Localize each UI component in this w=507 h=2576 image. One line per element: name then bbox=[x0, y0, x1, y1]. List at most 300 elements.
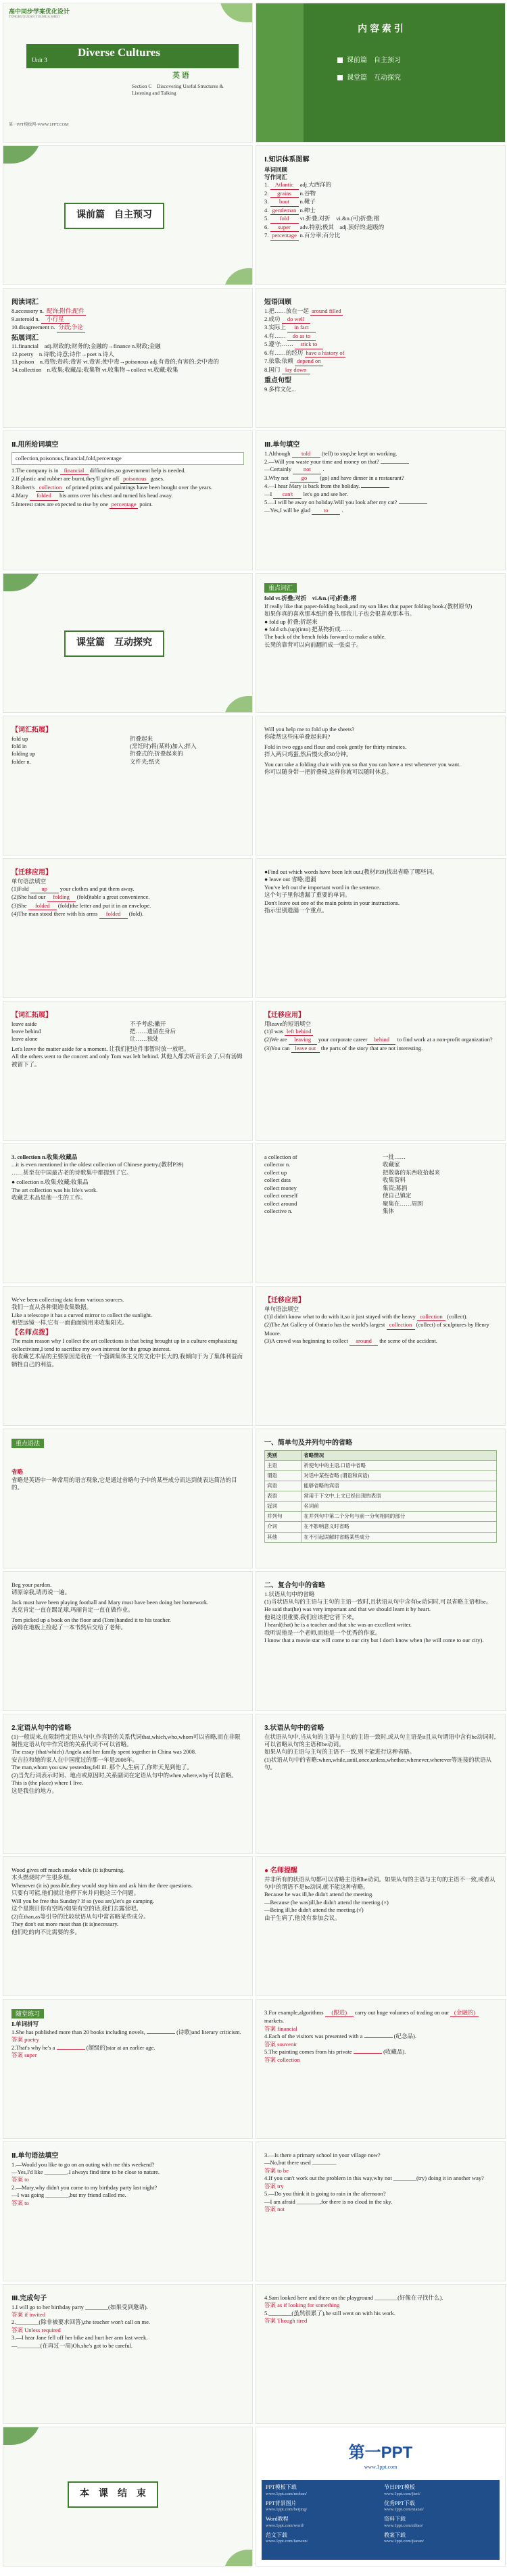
cover-title: Diverse Cultures bbox=[78, 46, 160, 59]
item-pre: 3.Robert's bbox=[11, 483, 37, 491]
item-post: (纪念品). bbox=[392, 2033, 416, 2040]
phrase-item bbox=[264, 307, 497, 316]
section-heading: Ⅱ.单句语法填空 bbox=[11, 2152, 59, 2160]
phrase-row bbox=[264, 1192, 497, 1199]
bullet-item: Don't leave out one of the main points in your instructions. bbox=[264, 899, 400, 906]
example-text: Let's leave the matter aside for a moment. 让我们把这件事暂时放一放吧。 bbox=[11, 1045, 190, 1052]
point-slide-6[interactable] bbox=[256, 1143, 506, 1283]
bullet-list bbox=[264, 618, 497, 649]
table-cell: 冠词 bbox=[265, 1502, 301, 1512]
item-post: your clothes and put them away. bbox=[58, 885, 135, 892]
phrase-en: leave behind bbox=[11, 1027, 41, 1035]
example-cn: 我们一直从各种渠道收集数据。 bbox=[11, 1304, 93, 1311]
answer-blank: have a history of bbox=[305, 349, 346, 357]
ext-item: 11.financial adj.财政的;财务的;金融的→finance n.财政;金融 bbox=[11, 343, 161, 350]
link-title: PPT背景图片 bbox=[266, 2500, 297, 2506]
link-item[interactable] bbox=[266, 2500, 377, 2514]
text-item: 这是我住的地方。 bbox=[11, 1787, 58, 1794]
fill-item bbox=[264, 1045, 497, 1053]
link-item[interactable] bbox=[384, 2500, 496, 2514]
end-title bbox=[68, 2481, 158, 2508]
example-en: We've been collecting data from various sources. bbox=[11, 1296, 124, 1303]
table-cell: 介词 bbox=[265, 1522, 301, 1532]
bullet-item: ● leave out 省略;遗漏 bbox=[264, 876, 316, 883]
section-heading: 短语回顾 bbox=[264, 299, 291, 306]
cover-slide[interactable] bbox=[3, 3, 253, 143]
text-item: (1)当状语从句的主语与主句的主语一致时,且状语从句中含有be动词时,可以省略主语和be。 bbox=[264, 1597, 492, 1605]
phrase-en: collect data bbox=[264, 1176, 291, 1184]
answer-blank: percentage bbox=[270, 232, 299, 240]
item-post: (收藏品). bbox=[381, 2048, 406, 2056]
bullet-item: You've left out the important word in the sentence. bbox=[264, 883, 381, 891]
slide-content bbox=[264, 1011, 497, 1135]
exercise-slide-3[interactable] bbox=[3, 2141, 253, 2281]
slide-content bbox=[11, 726, 244, 849]
slide-content bbox=[264, 1154, 497, 1277]
point-slide-7[interactable] bbox=[3, 1286, 253, 1426]
example-en: You can take a folding chair with you so that you can have a rest whenever you want. bbox=[264, 760, 461, 768]
unit-label: Unit 3 bbox=[32, 57, 47, 64]
fill-item bbox=[11, 467, 244, 475]
text-list bbox=[264, 1733, 497, 1772]
fill-item bbox=[11, 2052, 244, 2059]
link-url: www.1ppt.com/jiaoan/ bbox=[384, 2539, 425, 2544]
link-item[interactable] bbox=[384, 2532, 496, 2546]
link-item[interactable] bbox=[384, 2516, 496, 2529]
fill-item bbox=[264, 474, 497, 482]
phrase-table bbox=[264, 1154, 497, 1216]
item-meaning: n.谷物 bbox=[298, 189, 316, 197]
item-pre: 2.That's why he's a bbox=[11, 2044, 57, 2051]
point-slide-5[interactable] bbox=[3, 1143, 253, 1283]
link-title: 优秀PPT下载 bbox=[384, 2500, 415, 2506]
grammar-slide-7[interactable] bbox=[256, 1856, 506, 1996]
answer-blank: (金融的) bbox=[450, 2009, 479, 2017]
item-post: (collect) of sculptures by Henry Moore. bbox=[264, 1321, 489, 1337]
slide-content bbox=[264, 2152, 497, 2275]
answer-blank: told bbox=[292, 450, 320, 458]
fill-item bbox=[264, 499, 497, 506]
phrase-row bbox=[264, 1154, 497, 1161]
answer-blank: 配饰;附件;配件 bbox=[45, 307, 86, 316]
fill-item bbox=[11, 910, 244, 918]
table-cell: 名词前 bbox=[301, 1502, 497, 1512]
logo-slide[interactable] bbox=[256, 2427, 506, 2567]
point-title: 3. collection n.收集;收藏品 bbox=[11, 1154, 78, 1160]
bullet-item: 指示里别遗漏一个重点。 bbox=[264, 907, 328, 914]
fill-item bbox=[11, 484, 244, 492]
text-item: 3.—I hear Jane fell off her bike and hurt her arm last week. bbox=[11, 2334, 148, 2342]
item-post: carry out huge volumes of trading on our bbox=[353, 2009, 451, 2016]
ext-item: 14.collection n.收集;收藏品;收集物 vt.收集物→collect vt.收藏;收集 bbox=[11, 366, 178, 373]
bullet-item: The back of the bench folds forward to make a table. bbox=[264, 633, 386, 641]
section-heading: 重点句型 bbox=[264, 377, 291, 385]
phrase-en: fold in bbox=[11, 742, 27, 749]
leaf-decoration bbox=[3, 145, 41, 164]
item-pre: 2.If plastic and rubber are burnt,they'll give off bbox=[11, 475, 121, 482]
text-item: —Yes,I'd like ________.I always find time to be close to nature. bbox=[11, 2168, 160, 2175]
item-number: 2. bbox=[264, 189, 270, 197]
item-post: markets. bbox=[264, 2017, 285, 2025]
slide-content bbox=[11, 1011, 244, 1135]
link-title: 节日PPT模板 bbox=[384, 2484, 415, 2490]
link-item[interactable] bbox=[266, 2532, 377, 2546]
link-item[interactable] bbox=[266, 2516, 377, 2529]
example-cn: 木头燃烧时产生很多烟。 bbox=[11, 1874, 75, 1881]
phrase-cn: 把……遗留在身后 bbox=[130, 1027, 176, 1035]
phrase-item bbox=[264, 349, 497, 357]
item-pre: (2)We are bbox=[264, 1036, 289, 1043]
fill-item bbox=[264, 2041, 497, 2048]
answer-blank bbox=[381, 463, 409, 464]
phrase-cn: 折叠起来 bbox=[130, 735, 153, 742]
phrase-cn: 8.国门 bbox=[264, 366, 282, 373]
phrase-cn: 折叠式的;折叠起来的 bbox=[130, 750, 183, 758]
example-en: Fold in two eggs and flour and cook gently for thirty minutes. bbox=[264, 743, 407, 750]
grammar-slide-2[interactable] bbox=[3, 1571, 253, 1711]
section-heading: 拓展词汇 bbox=[11, 334, 39, 342]
item-meaning: n.绅士 bbox=[298, 206, 316, 214]
fill-slide-1[interactable] bbox=[3, 430, 253, 570]
phrases-slide[interactable] bbox=[256, 288, 506, 428]
phrase-row bbox=[11, 735, 244, 743]
tip-cn: 我收藏艺术品的主要原因是我在一个强调集体主义的文化中长大的,我倾向于为了集体利益而牺牲自己的利益。 bbox=[11, 1353, 243, 1368]
slide-content bbox=[264, 868, 497, 992]
slide-content bbox=[264, 155, 497, 279]
exercise-slide-4[interactable] bbox=[256, 2141, 506, 2281]
example-cn: 拌入两只鸡蛋,然后慢火煮30分钟。 bbox=[264, 751, 352, 758]
brand-url[interactable]: www.1ppt.com bbox=[364, 2464, 397, 2470]
preview-title-slide[interactable] bbox=[3, 145, 253, 285]
link-url: www.1ppt.com/word/ bbox=[266, 2523, 304, 2528]
example-en: They don't eat more meat than (it is)necessary. bbox=[11, 1921, 119, 1928]
sentence-text: 9.多样文化... bbox=[264, 385, 296, 393]
grammar-table-slide[interactable] bbox=[256, 1429, 506, 1568]
vocab-item bbox=[11, 316, 244, 324]
answer-text: 答案 financial bbox=[264, 2025, 297, 2032]
grammar-slide-3[interactable] bbox=[256, 1571, 506, 1711]
phrase-cn: 一批…… bbox=[383, 1154, 406, 1160]
slide-content bbox=[264, 1581, 497, 1705]
point-slide-3[interactable] bbox=[256, 858, 506, 998]
phrase-row bbox=[264, 1169, 497, 1176]
answer-text: 答案 souvenir bbox=[264, 2040, 297, 2048]
index-slide[interactable] bbox=[256, 3, 506, 143]
item-post: to find work at a non-profit organization? bbox=[395, 1036, 493, 1043]
text-item: 4.Sam looked here and there on the playground ________(好像在寻找什么). bbox=[264, 2294, 443, 2301]
slide-content bbox=[264, 2009, 497, 2133]
exercise-list bbox=[264, 2152, 497, 2214]
exercise-slide-5[interactable] bbox=[3, 2284, 253, 2424]
slide-content bbox=[264, 1296, 497, 1420]
sub-heading: 单句语法填空 bbox=[11, 877, 47, 885]
example-en: Tom picked up a book on the floor and (Tom)handed it to his teacher. bbox=[11, 1616, 171, 1623]
leaf-decoration bbox=[220, 3, 253, 22]
answer-blank: behind bbox=[367, 1036, 395, 1044]
answer-blank: folded bbox=[99, 910, 128, 918]
phrase-row bbox=[11, 743, 244, 750]
sub-heading: 单词回顾 bbox=[264, 166, 288, 173]
link-item[interactable] bbox=[384, 2484, 496, 2498]
link-url: www.1ppt.com/ziliao/ bbox=[384, 2523, 423, 2528]
phrase-cn: 4.有…… bbox=[264, 332, 288, 339]
fill-item bbox=[11, 885, 244, 893]
end-slide[interactable] bbox=[3, 2427, 253, 2567]
answer-blank bbox=[57, 2049, 85, 2050]
section-heading: 【词汇拓展】 bbox=[11, 726, 52, 734]
answer-blank: depend on bbox=[295, 357, 323, 366]
item-post: (collect). bbox=[445, 1312, 468, 1320]
text-item: —I was going ________,but my friend called me. bbox=[11, 2191, 126, 2199]
index-item-preview[interactable] bbox=[337, 56, 401, 66]
table-row bbox=[265, 1491, 497, 1502]
table-cell: 祈使句中的主语,口语中省略 bbox=[301, 1460, 497, 1470]
text-list bbox=[264, 1591, 497, 1645]
classroom-title-slide[interactable] bbox=[3, 573, 253, 713]
sub-heading: Ⅰ.单词拼写 bbox=[11, 2021, 39, 2028]
answer-blank bbox=[147, 2033, 175, 2034]
slide-content bbox=[264, 1724, 497, 1848]
bullet-text: ● collection n.收集;收藏;收集品 bbox=[11, 1179, 89, 1186]
phrase-table bbox=[11, 1020, 244, 1043]
phrase-row bbox=[264, 1185, 497, 1192]
item-pre: —I bbox=[264, 490, 274, 497]
text-list bbox=[264, 1876, 497, 1923]
answer-blank: folded bbox=[30, 492, 58, 500]
example-cn: 杰克肯定一直在踢足球,玛丽肯定一直在做作业。 bbox=[11, 1606, 134, 1614]
vocab-slide-3[interactable] bbox=[256, 430, 506, 570]
phrase-cn: 收集资料 bbox=[383, 1176, 406, 1184]
link-title: PPT模板下载 bbox=[266, 2484, 297, 2490]
slide-content bbox=[264, 726, 497, 849]
link-title: 资料下载 bbox=[384, 2516, 406, 2523]
slide-content bbox=[11, 441, 244, 564]
table-row bbox=[265, 1532, 497, 1542]
slide-content bbox=[264, 1866, 497, 1990]
table-cell: 对话中某些省略 (谓语和宾语) bbox=[301, 1470, 497, 1481]
answer-blank: collection bbox=[387, 1321, 415, 1329]
phrase-table bbox=[11, 735, 244, 766]
text-item: 3.—Is there a primary school in your village now? bbox=[264, 2152, 381, 2158]
text-item: 由于生病了,他没有参加会议。 bbox=[264, 1914, 341, 1921]
item-number: 5. bbox=[264, 215, 270, 222]
text-item: (1)一般说来,在限制性定语从句中,作宾语的关系代词that,which,who,whom可以省略,而在非限制性定语从句中作宾语的关系代词不可以省略。 bbox=[11, 1733, 241, 1748]
text-item: I heard(that) he is a teacher and that she was an excellent writer. bbox=[264, 1621, 412, 1629]
table-cell: 能够省略的宾语 bbox=[301, 1481, 497, 1491]
bullet-item: 这个句子里你遗漏了重要的单词。 bbox=[264, 891, 351, 899]
table-cell: 并列句 bbox=[265, 1512, 301, 1522]
example-en: ...it is even mentioned in the oldest collection of Chinese poetry.(教材P39) bbox=[11, 1161, 184, 1168]
section-heading: Ⅲ.单句填空 bbox=[264, 441, 300, 449]
phrase-cn: (烹饪时)将(某料)加入;拌入 bbox=[130, 742, 197, 749]
table-cell: 宾语 bbox=[265, 1481, 301, 1491]
item-pre: 5.—I will be away on holiday.Will you look after my cat? bbox=[264, 499, 399, 506]
answer-text: 答案 Unless required bbox=[11, 2326, 61, 2333]
exercise-list bbox=[264, 2009, 497, 2064]
item-pre: 3.Why not bbox=[264, 474, 291, 481]
brand-logo: 第一PPT bbox=[348, 2444, 413, 2462]
answer-text: 答案 Though tired bbox=[264, 2317, 308, 2325]
fill-item bbox=[11, 501, 244, 509]
table-row bbox=[265, 1481, 497, 1491]
text-item: 1.I will go to her birthday party ________(如果受到邀请). bbox=[11, 2303, 148, 2310]
phrase-item bbox=[264, 324, 497, 332]
phrase-cn: 6.有……的经历 bbox=[264, 349, 305, 356]
item-number: 6. bbox=[264, 223, 270, 230]
example-en: Like a telescope it has a curved mirror to collect the sunlight. bbox=[11, 1311, 153, 1318]
item-word: 9.asteroid n. bbox=[11, 315, 41, 322]
link-url: www.1ppt.com/moban/ bbox=[266, 2491, 307, 2496]
slide-content bbox=[11, 2152, 244, 2275]
answer-text: 答案 to bbox=[11, 2199, 29, 2206]
vocab-item bbox=[11, 324, 244, 332]
text-item: —Being ill,he didn't attend the meeting.(√) bbox=[264, 1906, 364, 1914]
item-post: (fold). bbox=[127, 910, 144, 918]
phrase-en: collect up bbox=[264, 1168, 287, 1176]
example-cn: 只要有可能,他们就让他停下来并问他这三个问题。 bbox=[11, 1889, 140, 1897]
answer-text: 答案 try bbox=[264, 2182, 284, 2189]
example-cn: 你能帮这些床单叠起来吗? bbox=[264, 733, 331, 741]
text-item: —Because (he was)ill,he didn't attend the meeting.(×) bbox=[264, 1898, 389, 1906]
item-meaning: adj.大西洋的 bbox=[298, 181, 332, 189]
answer-blank: folded bbox=[28, 902, 57, 910]
text-item: 安吉拉和她的家人在中国度过的那一年是2008年。 bbox=[11, 1756, 139, 1763]
slide-content bbox=[11, 2294, 244, 2418]
practice-slide-1[interactable] bbox=[3, 858, 253, 998]
text-item: 我听说他是一个老师,而她是一个优秀的作家。 bbox=[264, 1629, 381, 1636]
grammar-desc: 省略是英语中一种常用的语言现象,它是通过省略句子中的某些成分而达到使表达简洁的目的。 bbox=[11, 1476, 237, 1491]
item-post: his arms over his chest and turned his head away. bbox=[57, 492, 173, 499]
example-en: Beg your pardon. bbox=[11, 1581, 52, 1588]
grammar-slide-5[interactable] bbox=[256, 1714, 506, 1854]
slide-content bbox=[11, 1581, 244, 1705]
point-slide-2[interactable] bbox=[3, 716, 253, 856]
fill-list bbox=[11, 467, 244, 509]
exercise-slide-1[interactable] bbox=[3, 1999, 253, 2139]
link-url: www.1ppt.com/beijing/ bbox=[266, 2507, 308, 2512]
answer-blank: around bbox=[349, 1337, 378, 1345]
phrase-cn: 把散落的东西收拾起来 bbox=[383, 1168, 441, 1176]
slide-content bbox=[11, 1866, 244, 1990]
point-slide-1[interactable] bbox=[256, 573, 506, 713]
vocab-item bbox=[264, 190, 497, 198]
answer-blank: 小行星 bbox=[41, 316, 70, 324]
fill-item bbox=[264, 1337, 497, 1345]
cover-section: Section C Discovering Useful Structures & Listening and Talking bbox=[132, 83, 224, 97]
fill-item bbox=[11, 2029, 244, 2036]
cover-subject: 英 语 bbox=[172, 72, 189, 80]
phrase-row bbox=[11, 750, 244, 758]
item-pre: 2.—Will you waste your time and money on that? bbox=[264, 457, 381, 465]
item-pre: 4.Mary bbox=[11, 492, 30, 499]
item-word: 10.disagreement n. bbox=[11, 324, 57, 331]
fill-item bbox=[264, 1036, 497, 1044]
link-item[interactable] bbox=[266, 2484, 377, 2498]
example-en: If really like that paper-folding book,and my son likes that paper folding book.(教材原句) bbox=[264, 602, 473, 610]
phrase-en: fold up bbox=[11, 735, 28, 742]
exercise-list bbox=[11, 2161, 244, 2208]
practice-slide-3[interactable] bbox=[256, 1286, 506, 1426]
text-item: 在状语从句中,当从句的主语与主句的主语一致时,或从句主语是it且从句谓语中含有be动词时,可以省略从句的主语和be动词。 bbox=[264, 1733, 496, 1748]
link-title: 教案下载 bbox=[384, 2531, 406, 2538]
answer-text: 答案 to be bbox=[264, 2166, 289, 2174]
item-post: (fold)table a great convenience. bbox=[75, 893, 150, 901]
phrase-item bbox=[264, 357, 497, 366]
section-heading: 一、简单句及并列句中的省略 bbox=[264, 1439, 352, 1447]
fill-item bbox=[264, 466, 497, 474]
item-meaning: n.靴子 bbox=[298, 198, 316, 205]
item-number: 3. bbox=[264, 198, 270, 205]
text-item: I know that a movie star will come to our city but I don't know when (he will come to our city). bbox=[264, 1637, 484, 1644]
phrase-row bbox=[11, 1028, 244, 1035]
item-post: (超级的)star at an earlier age. bbox=[84, 2044, 155, 2051]
section-heading: Ⅱ.用所给词填空 bbox=[11, 441, 59, 449]
vocab-slide-1[interactable] bbox=[256, 145, 506, 285]
grammar-slide-4[interactable] bbox=[3, 1714, 253, 1854]
section-heading: 2.定语从句中的省略 bbox=[11, 1725, 72, 1732]
slide-content bbox=[11, 1724, 244, 1848]
ext-item: 12.poetry n.诗歌;诗意;诗作→poet n.诗人 bbox=[11, 350, 114, 357]
grammar-topic: 省略 bbox=[11, 1468, 24, 1476]
phrase-en: collective n. bbox=[264, 1208, 293, 1215]
grammar-slide-1[interactable] bbox=[3, 1429, 253, 1568]
item-meaning: n.百分率;百分比 bbox=[298, 232, 341, 239]
phrase-item bbox=[264, 316, 497, 324]
slide-content bbox=[264, 583, 497, 707]
point-slide-4[interactable] bbox=[3, 1001, 253, 1141]
phrase-en: leave aside bbox=[11, 1020, 37, 1027]
tip-en: The main reason why I collect the art collections is that being brought up in a culture emphasizing collectivism,I tend to sacrifice my own interest for the group interest. bbox=[11, 1337, 237, 1352]
sub-heading: 单句语法填空 bbox=[264, 1305, 299, 1312]
answer-blank: not bbox=[293, 466, 321, 474]
exercise-slide-6[interactable] bbox=[256, 2284, 506, 2424]
item-pre: 4.—I hear Mary is back from the holiday. bbox=[264, 482, 362, 490]
exercise-slide-2[interactable] bbox=[256, 1999, 506, 2139]
item-number: 7. bbox=[264, 232, 270, 239]
grammar-slide-6[interactable] bbox=[3, 1856, 253, 1996]
example-en: Whenever (it is) possible,they would stop him and ask him the three questions. bbox=[11, 1881, 193, 1889]
item-post: of printed prints and paintings have been bought over the years. bbox=[64, 483, 213, 491]
fill-list bbox=[11, 885, 244, 919]
example-en: Will you be free this Sunday? If so (you are),let's go camping. bbox=[11, 1897, 155, 1904]
point-intro: ●Find out which words have been left out.(教材P39)找出省略了哪些词。 bbox=[264, 868, 438, 875]
index-item-classroom[interactable] bbox=[337, 74, 401, 83]
text-item: (1)状语从句中的省略:when,while,until,once,unless,whether,whenever,wherever等连接的状语从句。 bbox=[264, 1756, 492, 1771]
grammar-table bbox=[264, 1450, 497, 1543]
phrase-cn: 聚集在……周围 bbox=[383, 1199, 423, 1207]
point-slide-2b[interactable] bbox=[256, 716, 506, 856]
table-header: 类别 bbox=[265, 1450, 301, 1460]
section-title-text: 课堂篇 互动探究 bbox=[76, 638, 152, 648]
section-tag: 重点词汇 bbox=[264, 583, 297, 593]
practice-slide-2[interactable] bbox=[256, 1001, 506, 1141]
item-post: the scene of the accident. bbox=[378, 1337, 437, 1345]
section-heading: 【迁移应用】 bbox=[264, 1012, 305, 1019]
section-heading: 3.状语从句中的省略 bbox=[264, 1725, 324, 1732]
item-post: your corporate career bbox=[316, 1036, 368, 1043]
text-item: 他说这很重要,我们应该把它背下来。 bbox=[264, 1613, 358, 1620]
fill-item bbox=[264, 482, 497, 490]
slide-content bbox=[11, 1439, 244, 1562]
answer-blank: Atlantic bbox=[270, 181, 299, 189]
section-heading: 二、复合句中的省略 bbox=[264, 1582, 325, 1589]
vocab-slide-2[interactable] bbox=[3, 288, 253, 428]
vocab-item bbox=[264, 224, 497, 232]
fill-item bbox=[264, 2025, 497, 2033]
phrase-cn: 收藏家 bbox=[383, 1161, 400, 1168]
fill-item bbox=[11, 893, 244, 901]
answer-blank bbox=[354, 2053, 382, 2054]
